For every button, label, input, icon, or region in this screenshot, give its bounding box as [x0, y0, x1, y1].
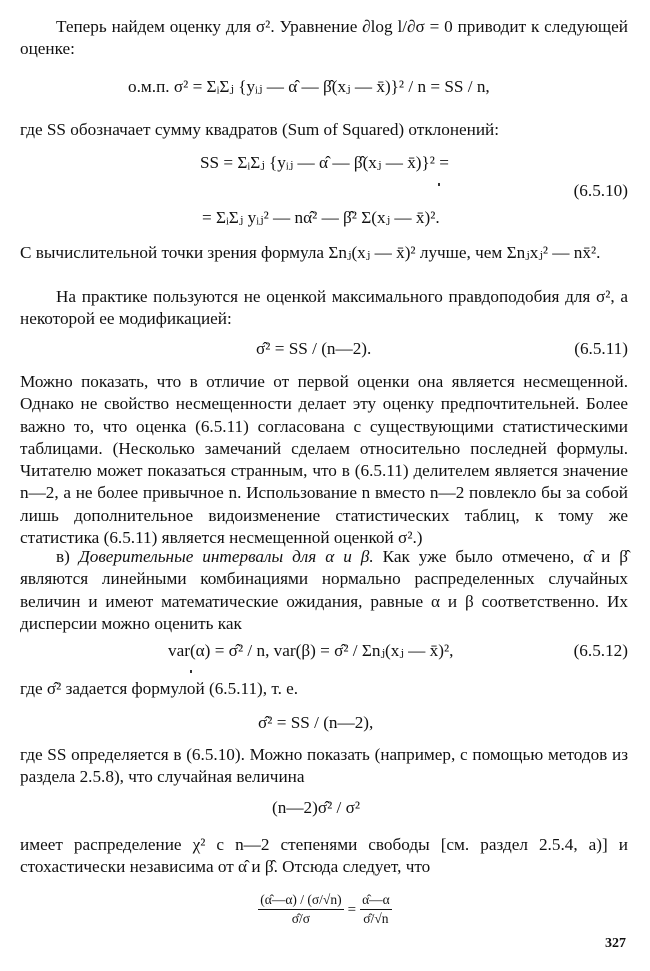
paragraph-2: где SS обозначает сумму квадратов (Sum of Squared) отклонений: — [20, 120, 500, 139]
paragraph-1: Теперь найдем оценку для σ². Уравнение ∂log l/∂σ = 0 приводит к следующей оценке: — [20, 17, 628, 59]
scan-speck — [438, 183, 440, 186]
paragraph-5: Можно показать, что в отличие от первой оценки она является несмещенной. Однако не свойство несмещенности делает эту оценку предпочтительней. Более важно то, что оценка (6.5.11) согласована с существующими статистическими таблицами. (Несколько замечаний сделаем относительно последней формулы. Читателю может показаться странным, что в (6.5.11) делителем является значение n—2, а не более привычное n. Использование n вместо n—2 повлекло бы за собой лишь дополнительное видоизменение статистических таблиц, к тому же статистика (6.5.11) является несмещенной оценкой σ².) — [20, 372, 628, 548]
paragraph-4: На практике пользуются не оценкой максимального правдоподобия для σ², а некоторой ее модификацией: — [20, 287, 628, 329]
section-heading: Доверительные интервалы для α и β. — [78, 547, 374, 566]
fraction-right: $\frac{\alphâ—\alpha}{\sigmâ/√n}$ — [362, 892, 390, 926]
paragraph-6 — [20, 546, 628, 635]
paragraph-9: имеет распределение χ² с n—2 степенями свободы [см. раздел 2.5.4, а)] и стохастически независима от α̂ и β̂. Отсюда следует, что — [20, 835, 628, 877]
fraction-equals: = — [347, 901, 357, 918]
equation-fraction — [0, 892, 650, 927]
fraction-left: $\frac{(\alphâ—\alpha) / (\sigma/√n)}{\sigmâ/\sigma}$ — [260, 892, 342, 926]
book-page: Теперь найдем оценку для σ². Уравнение ∂log l/∂σ = 0 приводит к следующей оценке: о.м.п. σ² = ΣᵢΣⱼ {yᵢⱼ — α̂ — β̂(xⱼ — x̄)}² / n = SS / n, где SS обозначает сумму квадратов (Sum of Squared) отклонений: SS = ΣᵢΣⱼ {yᵢⱼ — α̂ — β̂(xⱼ — x̄)}² = (6.5.10) = ΣᵢΣⱼ yᵢⱼ² — nα̂² — β̂² Σ(xⱼ — x̄)². С вычислительной точки зрения формула Σnⱼ(xⱼ — x̄)² лучше, чем Σnⱼxⱼ² — nx̄². На практике пользуются не оценкой максимального правдоподобия для σ², а некоторой ее модификацией: σ̂² = SS / (n—2). (6.5.11) Можно показать, что в отличие от первой оценки она является несмещенной. Однако не свойство несмещенности делает эту оценку предпочтительней. Более важно то, что оценка (6.5.11) согласована с существующими статистическими таблицами. (Несколько замечаний сделаем относительно последней формулы. Читателю может показаться странным, что в (6.5.11) делителем является значение n—2, а не более привычное n. Использование n вместо n—2 повлекло бы за собой лишь дополнительное видоизменение статистических таблиц, к тому же статистика (6.5.11) является несмещенной оценкой σ².) в) Доверительные интервалы для α и β. Как уже было отмечено, α̂ и β̂ являются линейными комбинациями нормально распределенных случайных величин и имеют математические ожидания, равные α и β соответственно. Их дисперсии можно оценить как var(α) = σ̂² / n, var(β) = σ̂² / Σnⱼ(xⱼ — x̄)², (6.5.12) где σ̂² задается формулой (6.5.11), т. е. σ̂² = SS / (n—2), где SS определяется в (6.5.10). Можно показать (например, с помощью методов из раздела 2.5.8), что случайная величина (n—2)σ̂² / σ² имеет распределение χ² с n—2 степенями свободы [см. раздел 2.5.4, а)] и стохастически независима от α̂ и β̂. Отсюда следует, что $\frac{(\alphâ—\alpha) / (\sigma/√n)}{\sigmâ/\sigma}$ = $\frac{\alphâ—\alpha}{\sigmâ/√n}$ 327 — [0, 0, 650, 971]
paragraph-8: где SS определяется в (6.5.10). Можно показать (например, с помощью методов из раздела 2.5.8), что случайная величина — [20, 745, 628, 787]
section-text: Как уже было отмечено, α̂ и β̂ являются линейными комбинациями нормально распределенных случайных величин и имеют математические ожидания, равные α и β соответственно. Их дисперсии можно оценить как — [20, 547, 629, 633]
paragraph-3: С вычислительной точки зрения формула Σnⱼ(xⱼ — x̄)² лучше, чем Σnⱼxⱼ² — nx̄². — [20, 243, 601, 262]
section-label: в) — [56, 547, 70, 566]
page-number: 327 — [605, 936, 626, 951]
scan-speck — [190, 670, 192, 673]
paragraph-7: где σ̂² задается формулой (6.5.11), т. е. — [20, 679, 299, 698]
